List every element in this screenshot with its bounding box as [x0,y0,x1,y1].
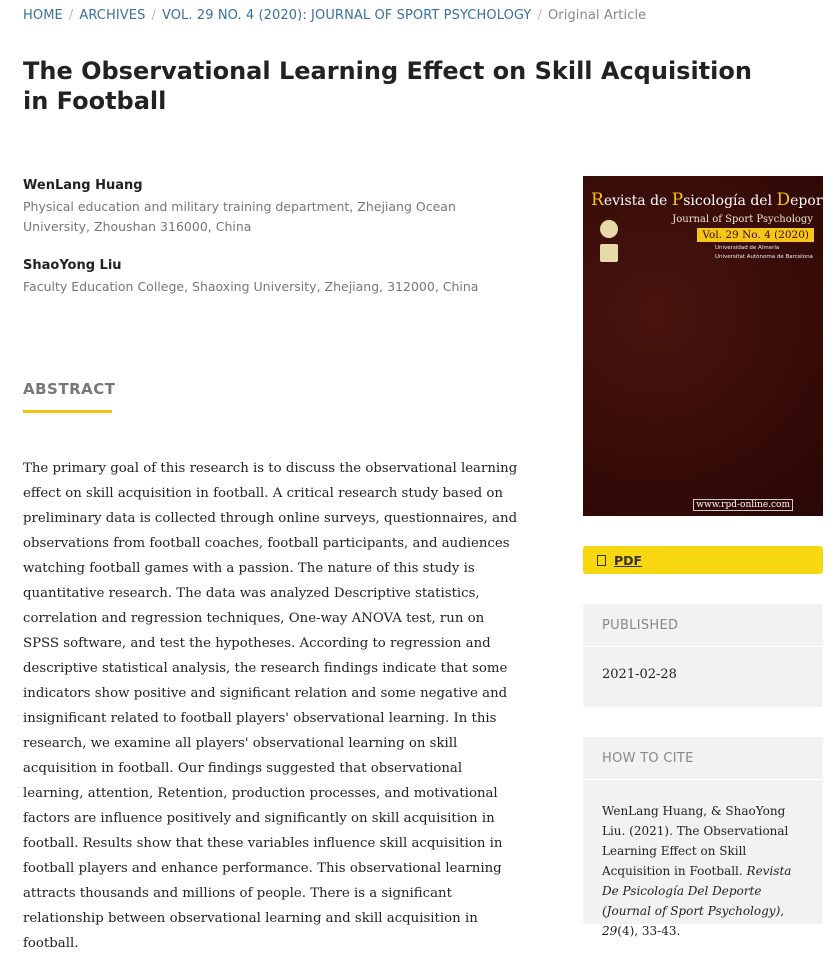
breadcrumb-separator: / [68,8,74,23]
journal-cover-image[interactable] [583,176,836,516]
citation-issue-pages: (4), 33-43. [617,924,681,938]
author-block [23,177,523,237]
author-block [23,257,523,297]
citation-authors: WenLang Huang, & ShaoYong Liu. (2021). The Observational Learning Effect on Skill Acquisition in Football. [602,804,789,878]
cover-university: Universidad de Almería [715,245,780,251]
cover-title: Revista de Psicología del Deporte [591,190,836,210]
citation-separator: , [780,904,785,918]
abstract-underline [23,410,112,413]
cover-university: Universitat Autònoma de Barcelona [715,254,813,260]
cover-background [583,176,823,516]
citation-text [583,780,823,941]
abstract-heading: ABSTRACT [23,380,116,398]
abstract-text: The primary goal of this research is to discuss the observational learning effect on skill acquisition in football. A critical research study based on preliminary data is collected through online surveys, questionnaires, and observations from football coaches, football participants, and audiences watching football games with a passion. The nature of this study is quantitative research. The data was analyzed Descriptive statistics, correlation and regression techniques, One-way ANOVA test, run on SPSS software, and test the hypotheses. According to regression and descriptive statistical analysis, the research findings indicate that some indicators show positive and significant relation and some negative and insignificant related to football players' observational learning. In this research, we examine all players' observational learning on skill acquisition in football. Our findings suggested that observational learning, attention, Retention, production processes, and motivational factors are influence positively and significantly on skill acquisition in football. Results show that these variables influence skill acquisition in football players and enhance performance. This observational learning attracts thousands and millions of people. There is a significant relationship between observational learning and skill acquisition in football. [23,461,518,951]
cover-subtitle: Journal of Sport Psychology [672,214,813,225]
cover-volume: Vol. 29 No. 4 (2020) [697,228,814,242]
breadcrumb [23,8,646,23]
author-name: ShaoYong Liu [23,258,122,273]
published-date: 2021-02-28 [602,667,677,682]
how-to-cite-heading: HOW TO CITE [583,737,823,780]
breadcrumb-current: Original Article [547,8,647,23]
breadcrumb-issue-link[interactable]: VOL. 29 NO. 4 (2020): JOURNAL OF SPORT PSYCHOLOGY [161,8,532,23]
published-panel [583,604,823,707]
cover-emblem-icon [600,244,618,262]
citation-volume: 29 [602,924,618,938]
how-to-cite-panel [583,737,823,938]
article-title: The Observational Learning Effect on Skill Acquisition in Football [23,57,752,115]
author-affiliation: Faculty Education College, Shaoxing University, Zhejiang, 312000, China [23,279,479,294]
file-icon [597,555,606,566]
breadcrumb-separator: / [537,8,542,23]
author-affiliation: Physical education and military training department, Zhejiang Ocean University, Zhoushan 316000, China [23,199,456,234]
citation-journal: Revista De Psicología Del Deporte (Journal of Sport Psychology) [602,864,792,918]
pdf-download-button[interactable] [583,546,823,574]
breadcrumb-separator: / [151,8,156,23]
breadcrumb-archives-link[interactable]: ARCHIVES [79,8,146,23]
cover-seal-icon [600,220,618,238]
cover-universities [715,244,813,262]
cover-url: www.rpd-online.com [693,499,793,511]
pdf-button-label: PDF [614,552,643,568]
breadcrumb-home-link[interactable]: HOME [23,8,63,23]
author-name: WenLang Huang [23,178,143,193]
published-heading: PUBLISHED [583,604,823,647]
